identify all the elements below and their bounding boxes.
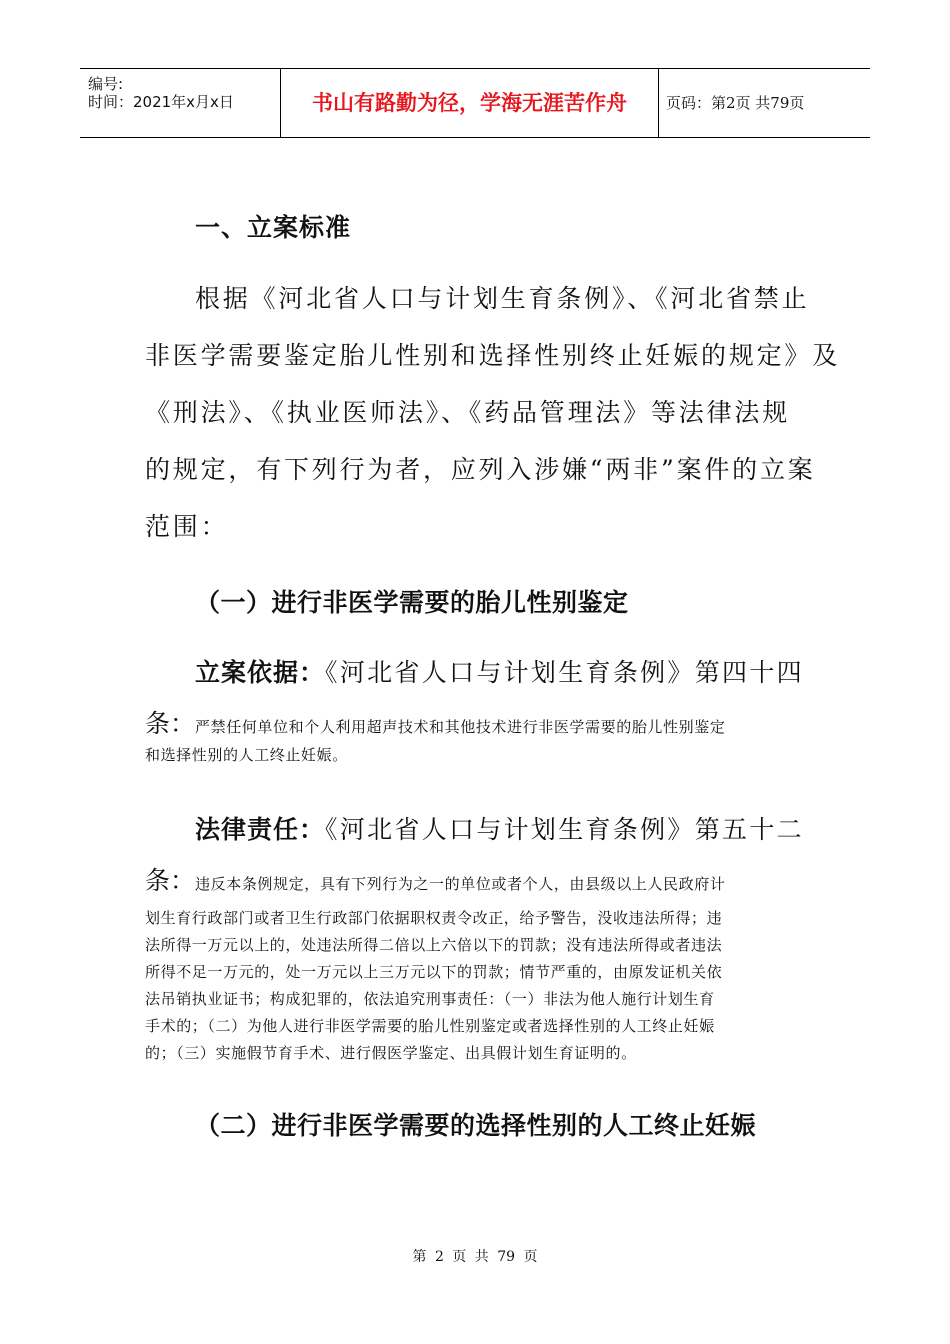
subsection-2-title: （二）进行非医学需要的选择性别的人工终止妊娠	[195, 1111, 757, 1140]
liability-heading	[195, 810, 804, 846]
header-page-label: 页码：第2页 共79页	[666, 94, 805, 112]
liability-line: 法所得一万元以上的，处违法所得二倍以上六倍以下的罚款；没有违法所得或者违法	[145, 936, 723, 954]
liability-line: 划生育行政部门或者卫生行政部门依据职权责令改正，给予警告，没收违法所得；违	[145, 909, 723, 927]
page-header	[80, 68, 870, 138]
intro-line: 根据《河北省人口与计划生育条例》、《河北省禁止	[195, 284, 810, 313]
liability-reference: 《河北省人口与计划生育条例》第五十二	[325, 815, 804, 844]
intro-line: 的规定，有下列行为者，应列入涉嫌“两非”案件的立案	[145, 455, 816, 484]
basis-article: 条：	[145, 709, 196, 738]
liability-article: 条：	[145, 866, 196, 895]
liability-label: 法律责任：	[195, 815, 326, 844]
intro-line: 非医学需要鉴定胎儿性别和选择性别终止妊娠的规定》及	[145, 341, 841, 370]
basis-heading	[195, 653, 804, 689]
header-info-cell	[80, 69, 281, 137]
section-title: 一、立案标准	[195, 213, 352, 242]
page-footer: 第 2 页 共 79 页	[412, 1249, 538, 1265]
liability-line: 法吊销执业证书；构成犯罪的，依法追究刑事责任：（一）非法为他人施行计划生育	[145, 990, 715, 1008]
basis-label: 立案依据：	[195, 658, 326, 687]
intro-paragraph	[145, 270, 841, 555]
basis-line: 严禁任何单位和个人利用超声技术和其他技术进行非医学需要的胎儿性别鉴定	[195, 718, 726, 736]
header-motto: 书山有路勤为径，学海无涯苦作舟	[281, 69, 659, 137]
basis-line: 和选择性别的人工终止妊娠。	[145, 745, 348, 764]
intro-line: 《刑法》、《执业医师法》、《药品管理法》等法律法规	[145, 398, 791, 427]
liability-line: 的；（三）实施假节育手术、进行假医学鉴定、出具假计划生育证明的。	[145, 1044, 637, 1062]
number-label: 编号:	[88, 75, 124, 93]
intro-line: 范围：	[145, 512, 229, 541]
subsection-1-title: （一）进行非医学需要的胎儿性别鉴定	[195, 588, 629, 617]
basis-reference: 《河北省人口与计划生育条例》第四十四	[325, 658, 804, 687]
liability-text	[145, 866, 805, 1067]
liability-line: 所得不足一万元的，处一万元以上三万元以下的罚款；情节严重的，由原发证机关依	[145, 963, 723, 981]
liability-line: 手术的；（二）为他人进行非医学需要的胎儿性别鉴定或者选择性别的人工终止妊娠	[145, 1017, 715, 1035]
liability-line: 违反本条例规定，具有下列行为之一的单位或者个人，由县级以上人民政府计	[195, 875, 726, 893]
basis-text	[145, 710, 805, 769]
time-label: 时间：2021年x月x日	[88, 93, 234, 111]
